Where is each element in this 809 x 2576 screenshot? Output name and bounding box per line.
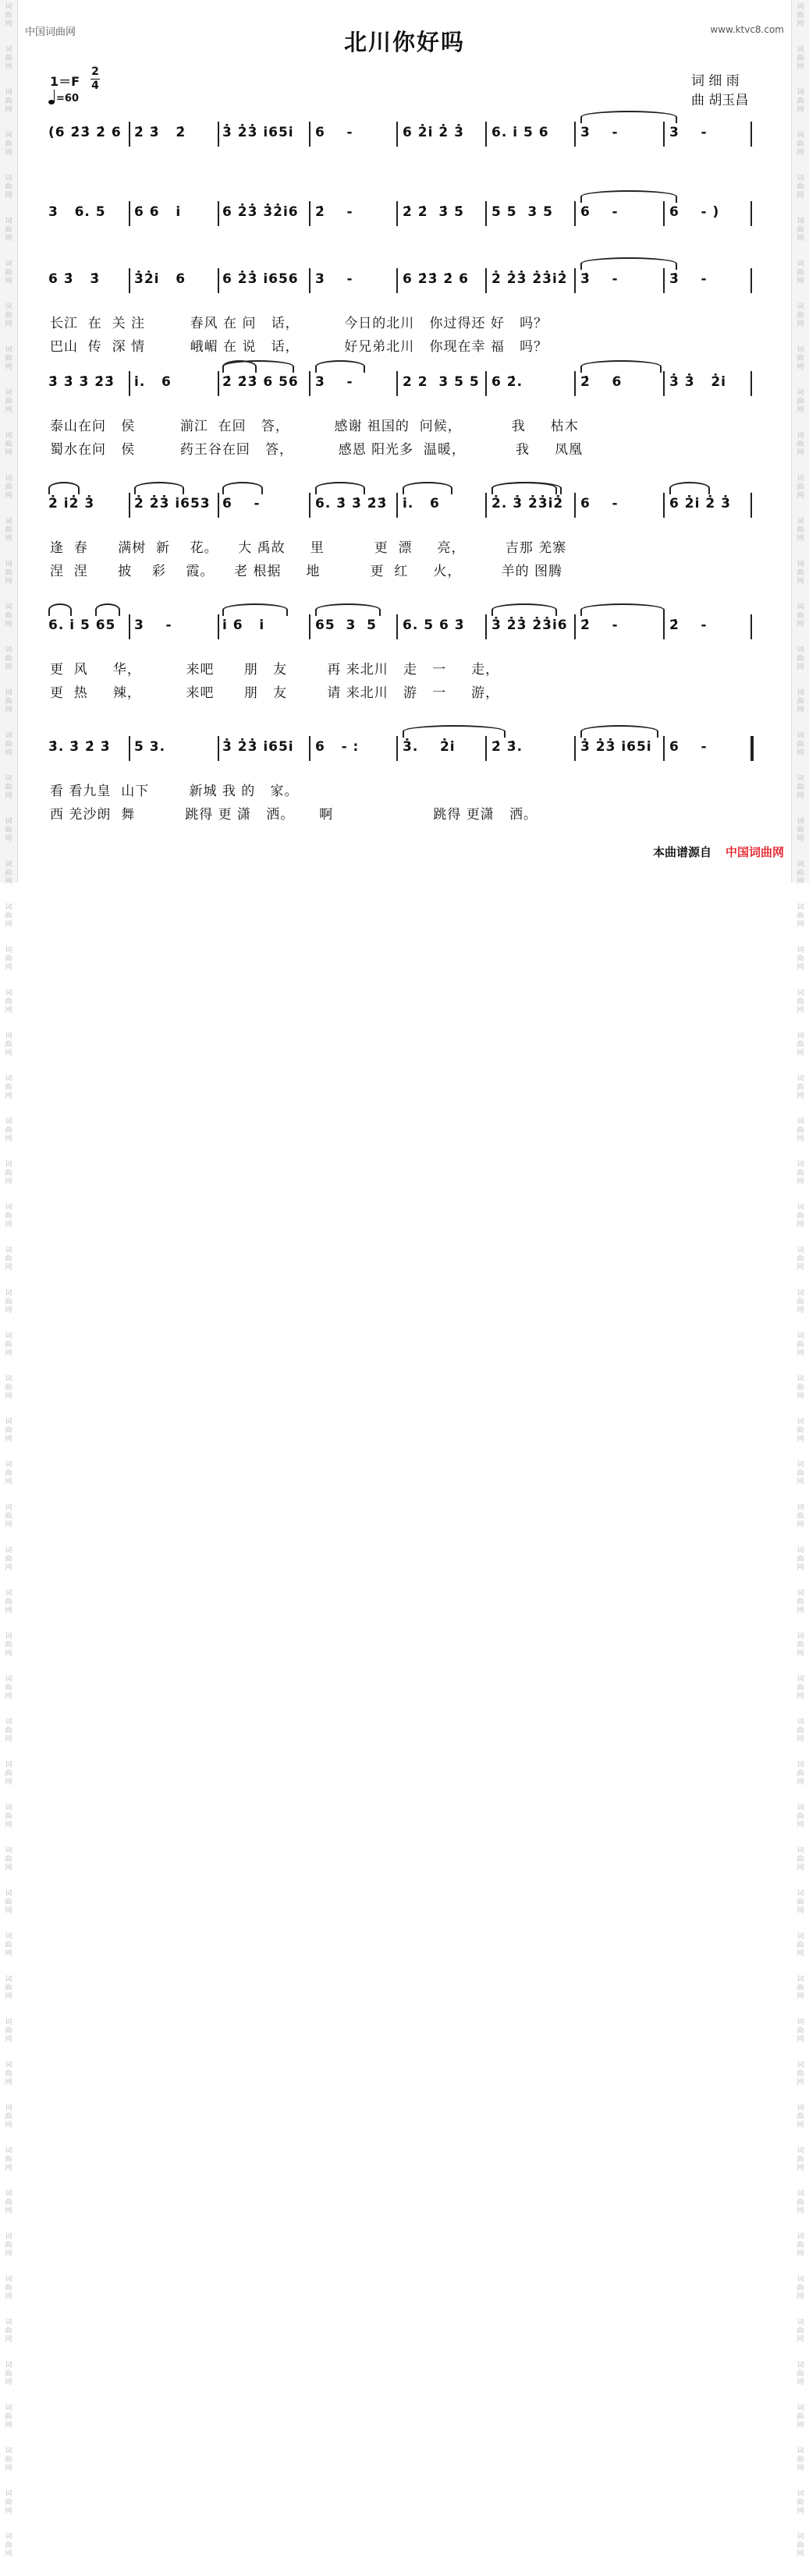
measure: 2̇ 3̇. bbox=[491, 739, 523, 755]
quarter-note-icon bbox=[48, 90, 56, 104]
measure: 3̇2̇i̇ 6 bbox=[134, 271, 186, 287]
footer-source bbox=[653, 844, 784, 860]
barline bbox=[663, 614, 665, 639]
slur-mark bbox=[580, 360, 662, 373]
barline bbox=[396, 493, 398, 518]
measure: 6 - ) bbox=[669, 204, 720, 220]
right-watermark-strip bbox=[791, 0, 809, 2558]
footer-source-site[interactable]: 中国词曲网 bbox=[725, 845, 784, 859]
measure: 6 - bbox=[222, 496, 261, 511]
measure: 3 - bbox=[315, 374, 353, 390]
lyric-line: 西 羌沙朗 舞 跳得 更 潇 洒。 啊 跳得 更潇 洒。 bbox=[50, 807, 538, 823]
measure: 2̇ i̇2̇ 3̇ bbox=[48, 496, 95, 511]
lyric-line: 巴山 传 深 情 峨嵋 在 说 话， 好兄弟北川 你现在幸 福 吗？ bbox=[50, 339, 548, 355]
measure: 6 2̇i̇ 2̇ 3̇ bbox=[403, 125, 464, 140]
barline bbox=[574, 122, 576, 147]
barline bbox=[129, 201, 130, 226]
time-signature bbox=[90, 65, 101, 93]
barline bbox=[218, 493, 219, 518]
measure: 6 - bbox=[315, 125, 353, 140]
measure: 6. 5 6 3̇ bbox=[403, 617, 465, 633]
slur-mark bbox=[403, 482, 452, 494]
measure: 6. i̇ 5 6 bbox=[491, 125, 549, 140]
lyric-line: 更 风 华， 来吧 朋 友 再 来北川 走 一 走， bbox=[50, 662, 500, 678]
measure: 6. i̇ 5 65 bbox=[48, 617, 116, 633]
barline bbox=[396, 268, 398, 293]
measure: 2̇ - bbox=[315, 204, 353, 220]
barline bbox=[218, 268, 219, 293]
barline bbox=[574, 614, 576, 639]
measure: 3̇ 3̇ 3̇ 2̇3̇ bbox=[48, 374, 115, 390]
barline bbox=[485, 268, 487, 293]
barline bbox=[485, 371, 487, 396]
barline bbox=[396, 614, 398, 639]
key-signature: 1＝F bbox=[50, 74, 80, 89]
slur-mark bbox=[222, 360, 294, 373]
slur-mark bbox=[403, 725, 506, 738]
barline bbox=[309, 371, 310, 396]
measure: 2̇. 3̇ 2̇3̇i̇2̇ bbox=[491, 496, 564, 511]
barline bbox=[396, 201, 398, 226]
barline bbox=[663, 736, 665, 761]
measure: 6 3̇ 3̇ bbox=[48, 271, 101, 287]
barline bbox=[663, 371, 665, 396]
measure: 6 - bbox=[580, 204, 619, 220]
slur-mark bbox=[134, 482, 184, 494]
measure: 2̇ 2̇3̇ 6 56 bbox=[222, 374, 299, 390]
measure: 3 - bbox=[580, 125, 619, 140]
measure: 2̇ 2̇ 3̇ 5̇ bbox=[403, 204, 464, 220]
barline bbox=[574, 493, 576, 518]
barline bbox=[750, 268, 752, 293]
barline bbox=[485, 493, 487, 518]
barline bbox=[129, 122, 130, 147]
measure: 3̇ - bbox=[669, 271, 708, 287]
barline bbox=[129, 614, 130, 639]
barline bbox=[663, 122, 665, 147]
measure: 5 5 3 5 bbox=[491, 204, 553, 220]
measure: 2̇ 3̇ 2̇ bbox=[134, 125, 186, 140]
barline bbox=[750, 122, 752, 147]
time-signature-bottom: 4 bbox=[91, 80, 99, 92]
barline bbox=[663, 493, 665, 518]
credits bbox=[691, 72, 748, 111]
barline bbox=[485, 736, 487, 761]
lyric-line: 逢 春 满树 新 花。 大 禹故 里 更 漂 亮， 吉那 羌寨 bbox=[50, 540, 567, 556]
time-signature-top: 2 bbox=[91, 65, 99, 78]
slur-mark bbox=[315, 603, 381, 616]
measure: 3̇. 3̇ 2̇ 3̇ bbox=[48, 739, 111, 755]
measure: 6 - bbox=[669, 739, 708, 755]
barline bbox=[309, 201, 310, 226]
measure: 2̇ - bbox=[669, 617, 708, 633]
barline bbox=[309, 122, 310, 147]
measure: 2 2 3 5 5 bbox=[403, 374, 480, 390]
barline bbox=[396, 371, 398, 396]
barline bbox=[663, 268, 665, 293]
barline bbox=[129, 371, 130, 396]
measure: 3 6. 5 bbox=[48, 204, 106, 220]
barline bbox=[218, 201, 219, 226]
barline bbox=[574, 371, 576, 396]
barline bbox=[750, 371, 752, 396]
measure: 3̇ 2̇3̇ i̇65i̇ bbox=[580, 739, 652, 755]
tempo-marking bbox=[48, 90, 79, 104]
slur-mark bbox=[580, 190, 677, 203]
lyricist-credit: 词 细 雨 bbox=[691, 73, 740, 89]
barline bbox=[129, 493, 130, 518]
barline bbox=[750, 493, 752, 518]
measure: 3 - bbox=[669, 125, 708, 140]
barline bbox=[309, 736, 310, 761]
slur-mark bbox=[580, 257, 677, 270]
barline bbox=[574, 268, 576, 293]
slur-mark bbox=[580, 603, 665, 616]
slur-mark bbox=[580, 725, 658, 738]
right-watermark-text: 词 曲 网 词 曲 网 词 曲 网 词 曲 网 词 曲 网 词 曲 网 词 曲 网 词 曲 网 词 曲 网 词 曲 网 词 曲 网 词 曲 网 词 曲 网 词 曲 网 词 曲 网 词 曲 网 词 曲 网 词 曲 网 词 曲 网 词 曲 网 词 曲 网 词 曲 网 词 曲 网 词 曲 网 词 曲 网 词 曲 网 词 曲 网 词 曲 网 词 曲 网 词 曲 网 词 曲 网 词 曲 网 词 曲 网 词 曲 网 词 曲 网 词 曲 网 词 曲 网 词 曲 网 词 曲 网 词 曲 网 词 曲 网 词 曲 网 词 曲 网 词 曲 网 词 曲 网 词 曲 网 词 曲 网 词 曲 网 词 曲 网 词 曲 网 词 曲 网 词 曲 网 词 曲 网 词 曲 网 词 曲 网 词 曲 网 词 曲 网 词 曲 网 词 曲 网 词 曲 网 bbox=[797, 3, 804, 2558]
measure: 65 3 5 bbox=[315, 617, 377, 633]
left-watermark-text: 词 曲 网 词 曲 网 词 曲 网 词 曲 网 词 曲 网 词 曲 网 词 曲 网 词 曲 网 词 曲 网 词 曲 网 词 曲 网 词 曲 网 词 曲 网 词 曲 网 词 曲 网 词 曲 网 词 曲 网 词 曲 网 词 曲 网 词 曲 网 词 曲 网 词 曲 网 词 曲 网 词 曲 网 词 曲 网 词 曲 网 词 曲 网 词 曲 网 词 曲 网 词 曲 网 词 曲 网 词 曲 网 词 曲 网 词 曲 网 词 曲 网 词 曲 网 词 曲 网 词 曲 网 词 曲 网 词 曲 网 词 曲 网 词 曲 网 词 曲 网 词 曲 网 词 曲 网 词 曲 网 词 曲 网 词 曲 网 词 曲 网 词 曲 网 词 曲 网 词 曲 网 词 曲 网 词 曲 网 词 曲 网 词 曲 网 词 曲 网 词 曲 网 词 曲 网 词 曲 网 bbox=[5, 3, 12, 2558]
left-watermark-strip bbox=[0, 0, 18, 2558]
measure: 6. 3̇ 3̇ 2̇3̇ bbox=[315, 496, 388, 511]
measure: 2̇ 6 bbox=[580, 374, 623, 390]
slur-mark bbox=[491, 603, 557, 616]
measure: 3̇. 2̇i̇ bbox=[403, 739, 456, 755]
measure: 3̇ 2̇3̇ 2̇3̇i̇6 bbox=[491, 617, 568, 633]
barline bbox=[218, 371, 219, 396]
slur-mark bbox=[315, 482, 365, 494]
slur-mark bbox=[315, 360, 365, 373]
barline bbox=[574, 201, 576, 226]
barline bbox=[129, 736, 130, 761]
measure: 3̇ 2̇3̇ i̇65i̇ bbox=[222, 739, 294, 755]
measure: (6 2̇3̇ 2̇ 6 bbox=[48, 125, 122, 140]
barline bbox=[218, 122, 219, 147]
measure: 3 - bbox=[134, 617, 172, 633]
measure: 3̇ - bbox=[580, 271, 619, 287]
measure: 3̇ 2̇3̇ i̇65i̇ bbox=[222, 125, 294, 140]
barline bbox=[309, 614, 310, 639]
barline bbox=[129, 268, 130, 293]
barline bbox=[663, 201, 665, 226]
barline bbox=[750, 201, 752, 226]
footer-source-label: 本曲谱源自 bbox=[652, 845, 711, 859]
measure: 6 2̇3̇ 3̇2̇i̇6 bbox=[222, 204, 299, 220]
measure: 6 6 i̇ bbox=[134, 204, 182, 220]
slur-mark bbox=[222, 482, 263, 494]
lyric-line: 涅 涅 披 彩 霞。 老 根据 地 更 红 火， 羊的 图腾 bbox=[50, 564, 562, 579]
slur-mark bbox=[222, 603, 288, 616]
measure: 2̇ 2̇3̇ i̇653 bbox=[134, 496, 211, 511]
lyric-line: 长江 在 关 注 春风 在 问 话， 今日的北川 你过得还 好 吗？ bbox=[50, 316, 548, 331]
barline bbox=[485, 201, 487, 226]
measure: 6 - : bbox=[315, 739, 360, 755]
barline bbox=[574, 736, 576, 761]
barline bbox=[396, 736, 398, 761]
slur-mark bbox=[48, 482, 80, 494]
slur-mark bbox=[491, 482, 557, 494]
song-title: 北川你好吗 bbox=[343, 29, 465, 55]
barline bbox=[309, 268, 310, 293]
measure: 2̇ - bbox=[580, 617, 619, 633]
slur-mark bbox=[48, 603, 72, 616]
tempo-value: =60 bbox=[56, 93, 79, 104]
slur-mark bbox=[580, 111, 677, 123]
measure: i̇. 6 bbox=[134, 374, 172, 390]
measure: 6 2̇. bbox=[491, 374, 523, 390]
barline bbox=[309, 493, 310, 518]
site-name: 中国词曲网 bbox=[25, 27, 76, 38]
measure: 6 2̇3̇ i̇656 bbox=[222, 271, 299, 287]
lyric-line: 泰山在问 侯 湔江 在回 答， 感谢 祖国的 问候， 我 枯木 bbox=[50, 419, 579, 434]
barline bbox=[750, 614, 752, 639]
lyric-line: 更 热 辣， 来吧 朋 友 请 来北川 游 一 游， bbox=[50, 685, 500, 701]
barline bbox=[396, 122, 398, 147]
measure: 2̇ 2̇3̇ 2̇3̇i̇2̇ bbox=[491, 271, 568, 287]
composer-credit: 曲 胡玉昌 bbox=[691, 93, 749, 108]
slur-mark bbox=[95, 603, 120, 616]
lyric-line: 看 看九皇 山下 新城 我 的 家。 bbox=[50, 784, 299, 799]
slur-mark bbox=[669, 482, 710, 494]
barline bbox=[485, 122, 487, 147]
barline bbox=[750, 736, 754, 761]
measure: 6 - bbox=[580, 496, 619, 511]
measure: 3̇ 3̇ 2̇i̇ bbox=[669, 374, 726, 390]
measure: 5 3. bbox=[134, 739, 166, 755]
barline bbox=[485, 614, 487, 639]
measure: 3 - bbox=[315, 271, 353, 287]
lyric-line: 蜀水在问 侯 药王谷在回 答， 感恩 阳光多 温暖， 我 凤凰 bbox=[50, 442, 583, 458]
site-url[interactable]: www.ktvc8.com bbox=[710, 24, 784, 35]
barline bbox=[218, 614, 219, 639]
measure: 6 2̇3̇ 2̇ 6 bbox=[403, 271, 469, 287]
measure: 6 2̇i̇ 2̇ 3̇ bbox=[669, 496, 731, 511]
barline bbox=[218, 736, 219, 761]
measure: i̇ 6 i̇ bbox=[222, 617, 265, 633]
measure: i̇. 6 bbox=[403, 496, 440, 511]
